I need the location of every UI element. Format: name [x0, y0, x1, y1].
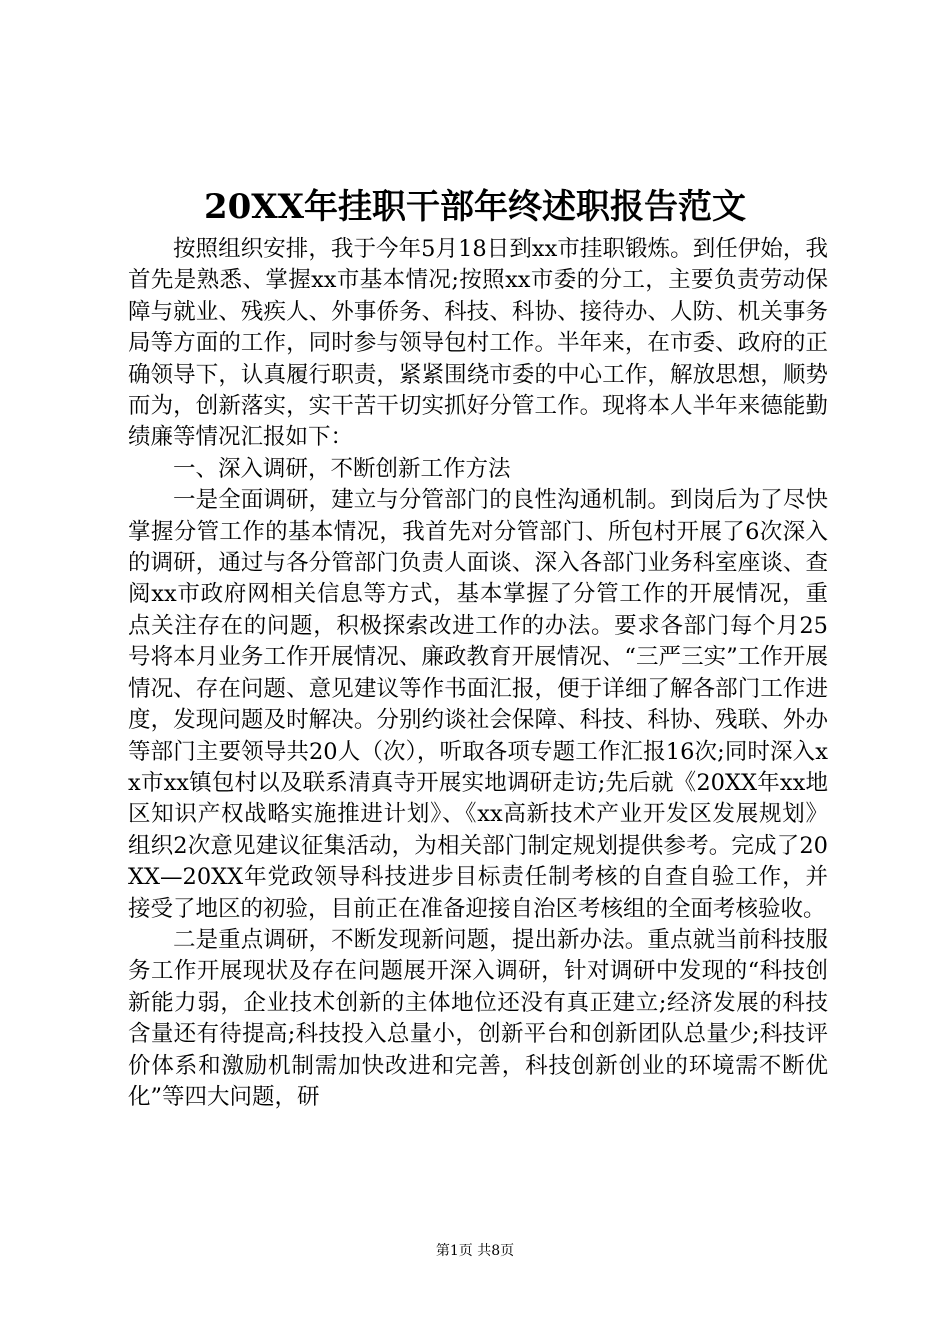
paragraph-key-research: 二是重点调研，不断发现新问题，提出新办法。重点就当前科技服务工作开展现状及存在问题展开深入调研，针对调研中发现的“科技创新能力弱，企业技术创新的主体地位还没有真正建立;经济发展的科技含量还有待提高;科技投入总量小，创新平台和创新团队总量少;科技评价体系和激励机制需加快改进和完善，科技创新创业的环境需不断优化”等四大问题，研 [128, 926, 828, 1110]
paragraph-intro: 按照组织安排，我于今年5月18日到xx市挂职锻炼。到任伊始，我首先是熟悉、掌握xx市基本情况;按照xx市委的分工，主要负责劳动保障与就业、残疾人、外事侨务、科技、科协、接待办、人防、机关事务局等方面的工作，同时参与领导包村工作。半年来，在市委、政府的正确领导下，认真履行职责，紧紧围绕市委的中心工作，解放思想，顺势而为，创新落实，实干苦干切实抓好分管工作。现将本人半年来德能勤绩廉等情况汇报如下： [128, 236, 828, 451]
document-title: 20XX年挂职干部年终述职报告范文 [203, 187, 747, 227]
paragraph-comprehensive-research: 一是全面调研，建立与分管部门的良性沟通机制。到岗后为了尽快掌握分管工作的基本情况，我首先对分管部门、所包村开展了6次深入的调研，通过与各分管部门负责人面谈、深入各部门业务科室座谈、查阅xx市政府网相关信息等方式，基本掌握了分管工作的开展情况，重点关注存在的问题，积极探索改进工作的办法。要求各部门每个月25号将本月业务工作开展情况、廉政教育开展情况、“三严三实”工作开展情况、存在问题、意见建议等作书面汇报，便于详细了解各部门工作进度，发现问题及时解决。分别约谈社会保障、科技、科协、残联、外办等部门主要领导共20人（次），听取各项专题工作汇报16次;同时深入xx市xx镇包村以及联系清真寺开展实地调研走访;先后就《20XX年xx地区知识产权战略实施推进计划》、《xx高新技术产业开发区发展规划》组织2次意见建议征集活动，为相关部门制定规划提供参考。完成了20XX—20XX年党政领导科技进步目标责任制考核的自查自验工作，并接受了地区的初验，目前正在准备迎接自治区考核组的全面考核验收。 [128, 487, 828, 922]
document-body [128, 234, 828, 1113]
section-heading-1: 一、深入调研，不断创新工作方法 [173, 455, 511, 482]
page-footer: 第1页 共8页 [435, 1243, 515, 1259]
